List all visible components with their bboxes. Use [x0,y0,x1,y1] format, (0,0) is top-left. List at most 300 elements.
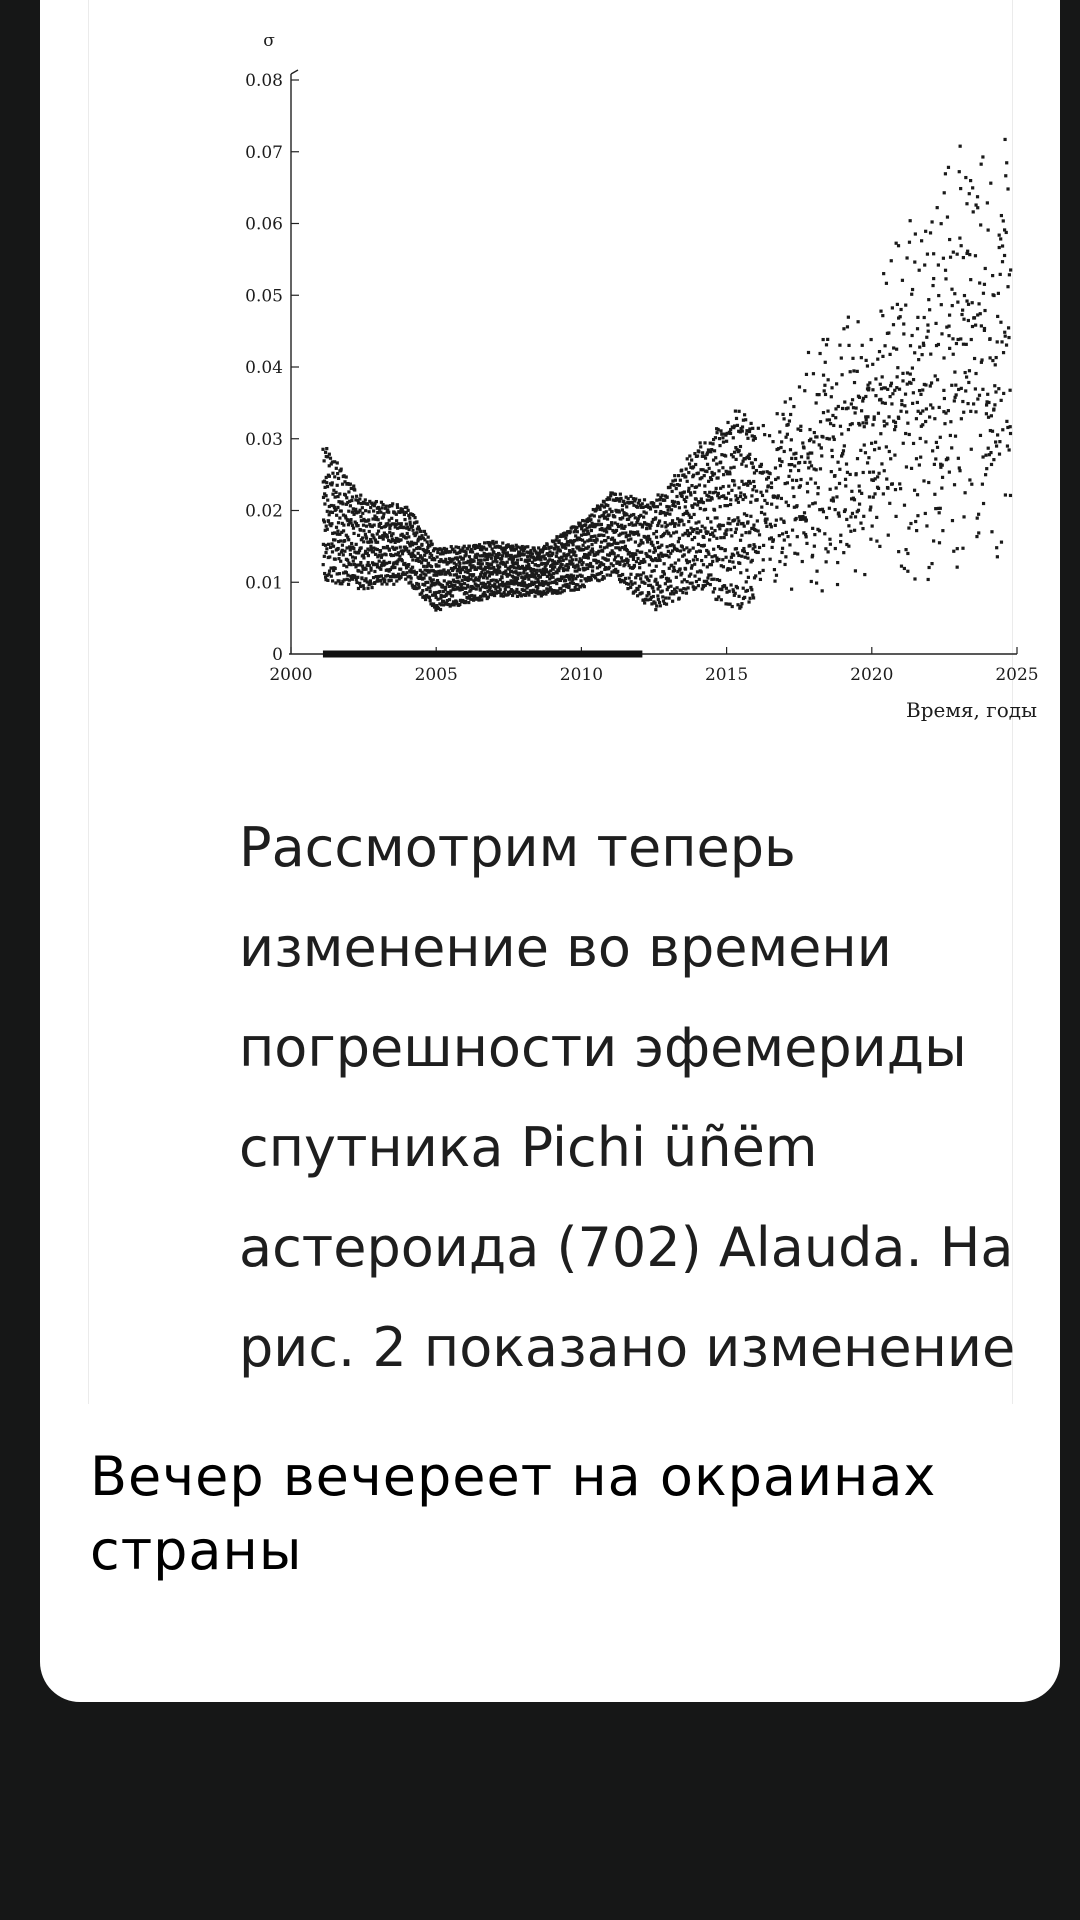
data-point [865,359,868,362]
data-point [634,553,637,556]
data-point [925,524,928,527]
data-point [717,558,720,561]
data-point [899,487,902,490]
data-point [702,563,705,566]
data-point [711,497,714,500]
data-point [733,566,736,569]
data-point [699,529,702,532]
data-point [752,596,755,599]
data-point [967,303,970,306]
data-point [472,573,475,576]
data-point [535,569,538,572]
data-point [624,577,627,580]
data-point [450,583,453,586]
data-point [680,469,683,472]
data-point [704,555,707,558]
data-point [837,511,840,514]
data-point [969,179,972,182]
data-point [874,441,877,444]
data-point [711,442,714,445]
data-point [465,592,468,595]
data-point [930,220,933,223]
data-point [871,524,874,527]
data-point [729,528,732,531]
data-point [847,428,850,431]
data-point [684,500,687,503]
data-point [812,372,815,375]
data-point [962,343,965,346]
data-point [729,432,732,435]
data-point [714,490,717,493]
data-point [966,402,969,405]
data-point [931,449,934,452]
data-point [910,467,913,470]
data-point [725,440,728,443]
data-point [805,373,808,376]
article-embed[interactable] [88,0,1039,1404]
data-point [870,442,873,445]
data-point [794,457,797,460]
data-point [682,548,685,551]
data-point [643,601,646,604]
data-point [597,519,600,522]
data-point [379,522,382,525]
data-point [909,344,912,347]
data-point [973,316,976,319]
data-point [783,450,786,453]
data-point [938,541,941,544]
data-point [706,576,709,579]
data-point [824,393,827,396]
data-point [731,560,734,563]
data-point [701,525,704,528]
data-point [743,413,746,416]
data-point [706,499,709,502]
data-point [564,547,567,550]
y-tick-label: 0.02 [245,501,283,522]
data-point [616,542,619,545]
data-point [789,413,792,416]
data-point [684,505,687,508]
data-point [531,552,534,555]
data-point [854,411,857,414]
data-point [745,580,748,583]
data-point [684,568,687,571]
data-point [912,442,915,445]
data-point [613,515,616,518]
data-point [847,316,850,319]
data-point [343,550,346,553]
data-point [472,560,475,563]
data-point [656,541,659,544]
data-point [376,548,379,551]
data-point [924,440,927,443]
data-point [656,581,659,584]
data-point [559,549,562,552]
data-point [913,489,916,492]
data-point [891,306,894,309]
data-point [924,512,927,515]
data-point [399,546,402,549]
data-point [696,454,699,457]
data-point [325,524,328,527]
data-point [981,455,984,458]
data-point [376,541,379,544]
data-point [944,277,947,280]
data-point [901,372,904,375]
data-point [368,530,371,533]
data-point [806,490,809,493]
data-point [872,496,875,499]
data-point [516,559,519,562]
data-point [735,417,738,420]
data-point [718,444,721,447]
data-point [653,569,656,572]
data-point [411,529,414,532]
data-point [777,494,780,497]
data-point [369,506,372,509]
data-point [1001,428,1004,431]
data-point [993,403,996,406]
data-point [765,525,768,528]
data-point [897,244,900,247]
data-point [785,531,788,534]
data-point [778,534,781,537]
data-point [777,476,780,479]
data-point [974,372,977,375]
data-point [686,480,689,483]
data-point [539,558,542,561]
y-axis-label: σ [263,31,275,51]
data-point [834,547,837,550]
data-point [407,535,410,538]
data-point [738,562,741,565]
data-point [745,464,748,467]
data-point [600,571,603,574]
data-point [887,534,890,537]
data-point [828,418,831,421]
data-point [632,558,635,561]
data-point [742,587,745,590]
data-point [407,563,410,566]
data-point [677,502,680,505]
data-point [708,491,711,494]
data-point [699,445,702,448]
data-point [897,550,900,553]
data-point [763,433,766,436]
data-point [1003,331,1006,334]
data-point [773,580,776,583]
data-point [825,560,828,563]
data-point [668,513,671,516]
data-point [411,525,414,528]
data-point [590,543,593,546]
data-point [638,499,641,502]
data-point [732,554,735,557]
data-point [987,416,990,419]
data-point [373,570,376,573]
data-point [977,513,980,516]
data-point [758,533,761,536]
data-point [823,532,826,535]
data-point [904,432,907,435]
data-point [774,466,777,469]
data-point [878,350,881,353]
data-point [385,582,388,585]
data-point [940,332,943,335]
data-point [603,576,606,579]
data-point [671,519,674,522]
data-point [429,599,432,602]
data-point [660,525,663,528]
data-point [992,294,995,297]
data-point [881,355,884,358]
data-point [808,461,811,464]
data-point [328,453,331,456]
data-point [717,428,720,431]
data-point [376,532,379,535]
data-point [603,500,606,503]
data-point [670,508,673,511]
article-text [239,798,1069,1398]
data-point [862,421,865,424]
data-point [388,527,391,530]
data-point [706,463,709,466]
data-point [658,601,661,604]
data-point [871,388,874,391]
data-point [667,508,670,511]
data-point [750,494,753,497]
data-point [589,562,592,565]
data-point [457,568,460,571]
data-point [673,569,676,572]
data-point [434,547,437,550]
data-point [330,575,333,578]
data-point [925,336,928,339]
data-point [430,565,433,568]
data-point [324,451,327,454]
data-point [354,556,357,559]
data-point [818,508,821,511]
data-point [378,560,381,563]
data-point [921,353,924,356]
data-point [801,441,804,444]
data-point [835,486,838,489]
data-point [863,573,866,576]
data-point [323,555,326,558]
data-point [569,530,572,533]
data-point [646,598,649,601]
data-point [588,553,591,556]
data-point [733,466,736,469]
data-point [671,490,674,493]
data-point [687,471,690,474]
data-point [854,569,857,572]
data-point [892,346,895,349]
data-point [626,559,629,562]
data-point [858,484,861,487]
data-point [699,550,702,553]
data-point [831,455,834,458]
data-point [352,532,355,535]
data-point [846,406,849,409]
data-point [790,438,793,441]
data-point [881,375,884,378]
y-tick-label: 0.06 [245,214,283,235]
data-point [885,422,888,425]
data-point [356,576,359,579]
data-point [700,497,703,500]
data-point [868,381,871,384]
data-point [863,443,866,446]
data-point [639,514,642,517]
data-point [939,507,942,510]
data-point [995,444,998,447]
data-point [581,574,584,577]
data-point [787,504,790,507]
data-point [507,585,510,588]
data-point [832,424,835,427]
data-point [528,559,531,562]
data-point [337,547,340,550]
data-point [728,560,731,563]
data-point [955,342,958,345]
data-point [415,520,418,523]
data-point [495,560,498,563]
data-point [331,579,334,582]
data-point [981,155,984,158]
data-point [984,473,987,476]
data-point [919,393,922,396]
data-point [746,552,749,555]
data-point [799,484,802,487]
data-point [652,595,655,598]
data-point [516,562,519,565]
data-point [851,357,854,360]
data-point [943,191,946,194]
data-point [818,443,821,446]
data-point [647,535,650,538]
data-point [679,479,682,482]
data-point [879,310,882,313]
data-point [926,253,929,256]
data-point [824,361,827,364]
data-point [718,496,721,499]
data-point [608,513,611,516]
data-point [974,410,977,413]
data-point [600,523,603,526]
data-point [903,404,906,407]
data-point [950,446,953,449]
data-point [830,449,833,452]
data-point [619,497,622,500]
data-point [956,566,959,569]
data-point [991,274,994,277]
data-point [878,545,881,548]
data-point [834,416,837,419]
data-point [873,418,876,421]
data-point [638,585,641,588]
data-point [492,578,495,581]
data-point [388,531,391,534]
data-point [767,476,770,479]
data-point [725,587,728,590]
data-point [730,534,733,537]
data-point [918,269,921,272]
data-point [737,501,740,504]
data-point [727,517,730,520]
data-point [778,560,781,563]
data-point [649,575,652,578]
data-point [365,525,368,528]
data-point [392,583,395,586]
data-point [884,402,887,405]
data-point [762,471,765,474]
data-point [757,551,760,554]
data-point [865,418,868,421]
data-point [688,454,691,457]
data-point [740,463,743,466]
data-point [858,503,861,506]
data-point [676,586,679,589]
data-point [568,585,571,588]
data-point [979,312,982,315]
data-point [641,502,644,505]
data-point [768,472,771,475]
data-point [960,313,963,316]
data-point [992,458,995,461]
data-point [544,557,547,560]
data-point [567,566,570,569]
data-point [354,508,357,511]
data-point [940,222,943,225]
data-point [998,246,1001,249]
data-point [704,457,707,460]
data-point [797,469,800,472]
data-point [655,536,658,539]
data-point [567,543,570,546]
data-point [351,555,354,558]
data-point [808,428,811,431]
data-point [366,503,369,506]
data-point [728,472,731,475]
data-point [795,517,798,520]
data-point [587,545,590,548]
data-point [842,327,845,330]
data-point [843,400,846,403]
data-point [1008,273,1011,276]
data-point [698,578,701,581]
data-point [805,542,808,545]
data-point [694,521,697,524]
data-point [718,579,721,582]
data-point [520,558,523,561]
data-point [654,608,657,611]
data-point [772,538,775,541]
data-point [866,415,869,418]
data-point [659,559,662,562]
data-point [722,565,725,568]
data-point [464,551,467,554]
data-point [731,605,734,608]
data-point [761,494,764,497]
data-point [832,496,835,499]
data-point [563,589,566,592]
data-point [911,288,914,291]
data-point [693,502,696,505]
data-point [948,238,951,241]
data-point [714,456,717,459]
